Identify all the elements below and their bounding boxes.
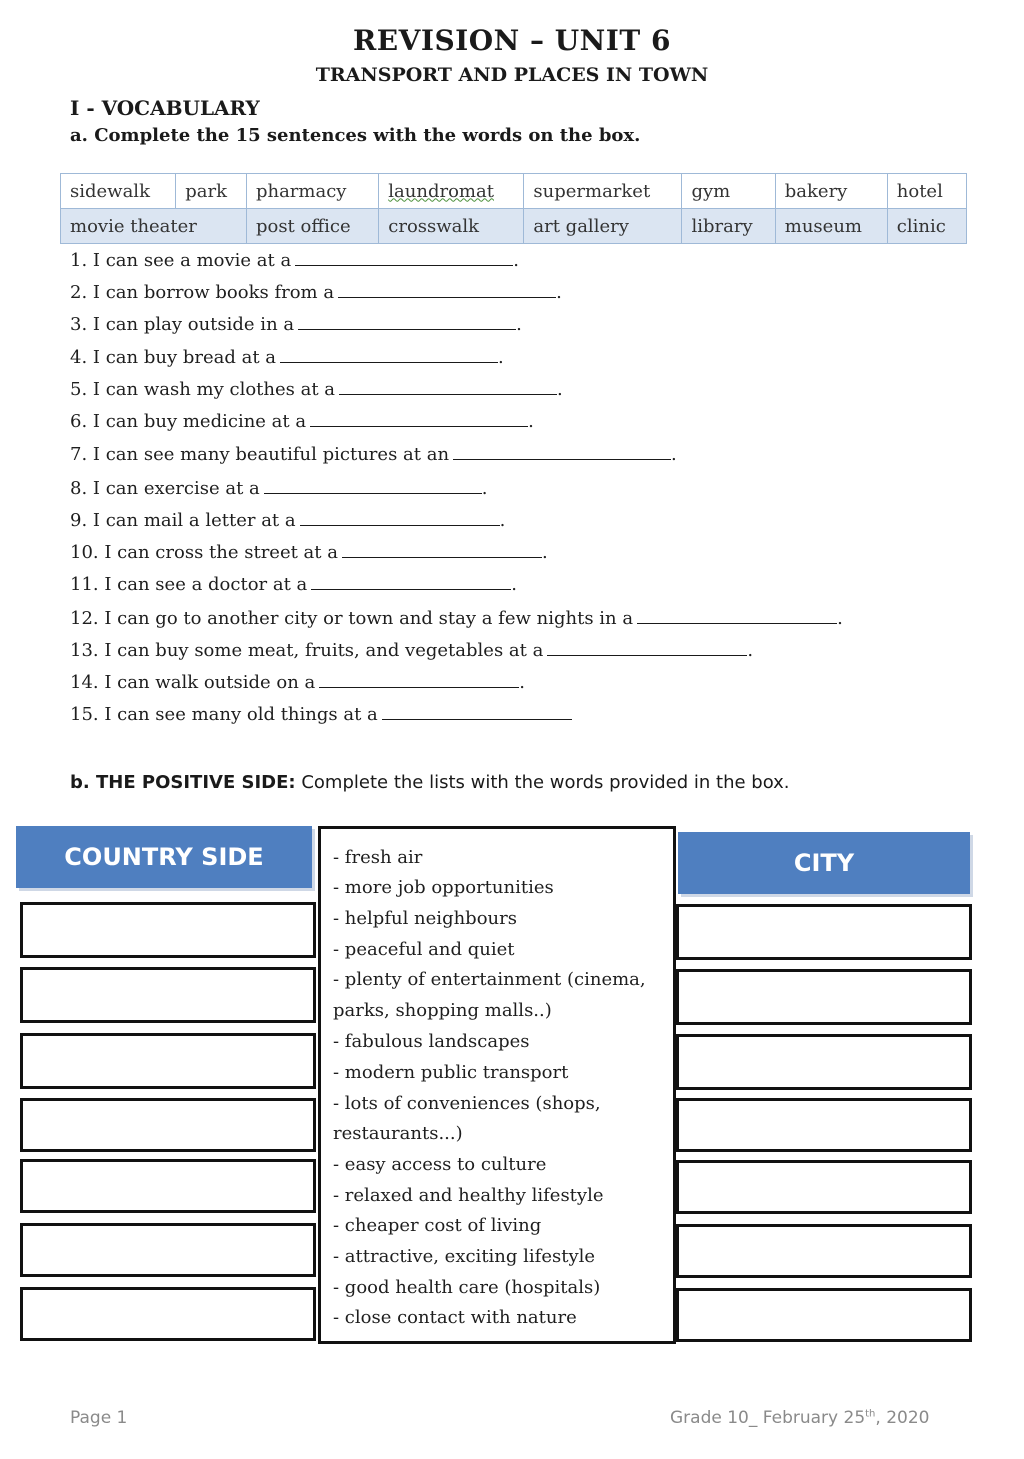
- phrase-box: [318, 826, 676, 1344]
- country-answer-box[interactable]: [20, 902, 316, 958]
- phrase-item: - lots of conveniences (shops,: [333, 1093, 601, 1114]
- answer-blank[interactable]: [298, 315, 516, 330]
- footer-page-number: Page 1: [70, 1408, 128, 1428]
- word-cell: art gallery: [524, 209, 682, 244]
- word-box: [60, 173, 967, 244]
- answer-blank[interactable]: [339, 380, 557, 395]
- word-box-row-1: [61, 174, 967, 209]
- phrase-item: - good health care (hospitals): [333, 1277, 601, 1298]
- page-title: REVISION – UNIT 6: [353, 24, 671, 57]
- answer-blank[interactable]: [637, 609, 837, 624]
- phrase-item: - easy access to culture: [333, 1154, 547, 1175]
- sentence-11: 11. I can see a doctor at a .: [70, 574, 518, 595]
- sentence-10: 10. I can cross the street at a .: [70, 542, 548, 563]
- phrase-item: - close contact with nature: [333, 1307, 577, 1328]
- word-cell: crosswalk: [379, 209, 524, 244]
- sentence-6: 6. I can buy medicine at a .: [70, 411, 534, 432]
- country-answer-box[interactable]: [20, 967, 316, 1023]
- phrase-item: - modern public transport: [333, 1062, 569, 1083]
- phrase-item: parks, shopping malls..): [333, 1000, 552, 1021]
- phrase-item: - relaxed and healthy lifestyle: [333, 1185, 604, 1206]
- word-cell: museum: [775, 209, 887, 244]
- country-answer-box[interactable]: [20, 1287, 316, 1341]
- sentence-5: 5. I can wash my clothes at a .: [70, 379, 563, 400]
- country-answer-box[interactable]: [20, 1159, 316, 1213]
- sentence-7: 7. I can see many beautiful pictures at an .: [70, 444, 677, 465]
- city-answer-box[interactable]: [676, 1098, 972, 1152]
- country-answer-box[interactable]: [20, 1033, 316, 1089]
- word-cell: clinic: [887, 209, 966, 244]
- instruction-b: b. THE POSITIVE SIDE: Complete the lists with the words provided in the box.: [70, 772, 790, 793]
- phrase-item: - attractive, exciting lifestyle: [333, 1246, 596, 1267]
- city-answer-box[interactable]: [676, 969, 972, 1025]
- sentence-3: 3. I can play outside in a .: [70, 314, 522, 335]
- word-cell: pharmacy: [246, 174, 378, 209]
- answer-blank[interactable]: [295, 251, 513, 266]
- phrase-item: - plenty of entertainment (cinema,: [333, 969, 646, 990]
- sentence-4: 4. I can buy bread at a .: [70, 347, 504, 368]
- city-answer-box[interactable]: [676, 1034, 972, 1090]
- word-cell: laundromat: [379, 174, 524, 209]
- instruction-a: a. Complete the 15 sentences with the words on the box.: [70, 125, 641, 146]
- city-answer-box[interactable]: [676, 1288, 972, 1342]
- word-cell: post office: [246, 209, 378, 244]
- section-title-vocabulary: I - VOCABULARY: [70, 96, 260, 120]
- sentence-1: 1. I can see a movie at a .: [70, 250, 519, 271]
- city-answer-box[interactable]: [676, 1160, 972, 1214]
- answer-blank[interactable]: [280, 348, 498, 363]
- country-answer-box[interactable]: [20, 1098, 316, 1152]
- word-cell: gym: [682, 174, 775, 209]
- sentence-8: 8. I can exercise at a .: [70, 478, 488, 499]
- phrase-item: restaurants...): [333, 1123, 463, 1144]
- answer-blank[interactable]: [382, 705, 572, 720]
- answer-blank[interactable]: [300, 511, 500, 526]
- answer-blank[interactable]: [547, 641, 747, 656]
- sentence-13: 13. I can buy some meat, fruits, and vegetables at a .: [70, 640, 754, 661]
- country-side-header: COUNTRY SIDE: [16, 826, 312, 888]
- word-cell: supermarket: [524, 174, 682, 209]
- city-answer-box[interactable]: [676, 1224, 972, 1278]
- word-cell: library: [682, 209, 775, 244]
- answer-blank[interactable]: [311, 575, 511, 590]
- sentence-15: 15. I can see many old things at a: [70, 704, 572, 725]
- footer-grade-date: Grade 10_ February 25th, 2020: [670, 1408, 930, 1428]
- sentence-2: 2. I can borrow books from a .: [70, 282, 562, 303]
- word-cell: movie theater: [61, 209, 247, 244]
- answer-blank[interactable]: [319, 673, 519, 688]
- answer-blank[interactable]: [342, 543, 542, 558]
- word-cell: bakery: [775, 174, 887, 209]
- answer-blank[interactable]: [264, 479, 482, 494]
- sentence-14: 14. I can walk outside on a .: [70, 672, 526, 693]
- phrase-item: - helpful neighbours: [333, 908, 517, 929]
- answer-blank[interactable]: [310, 412, 528, 427]
- word-cell: hotel: [887, 174, 966, 209]
- answer-blank[interactable]: [338, 283, 556, 298]
- phrase-item: - more job opportunities: [333, 877, 554, 898]
- sentence-9: 9. I can mail a letter at a .: [70, 510, 506, 531]
- phrase-item: - fresh air: [333, 847, 423, 868]
- word-cell: park: [176, 174, 247, 209]
- city-answer-box[interactable]: [676, 904, 972, 960]
- country-answer-box[interactable]: [20, 1223, 316, 1277]
- phrase-item: - peaceful and quiet: [333, 939, 515, 960]
- word-box-row-2: [61, 209, 967, 244]
- page-subtitle: TRANSPORT AND PLACES IN TOWN: [315, 64, 709, 86]
- answer-blank[interactable]: [453, 445, 671, 460]
- phrase-item: - cheaper cost of living: [333, 1215, 542, 1236]
- phrase-item: - fabulous landscapes: [333, 1031, 530, 1052]
- sentence-12: 12. I can go to another city or town and stay a few nights in a .: [70, 608, 843, 629]
- city-header: CITY: [678, 832, 970, 894]
- word-cell: sidewalk: [61, 174, 176, 209]
